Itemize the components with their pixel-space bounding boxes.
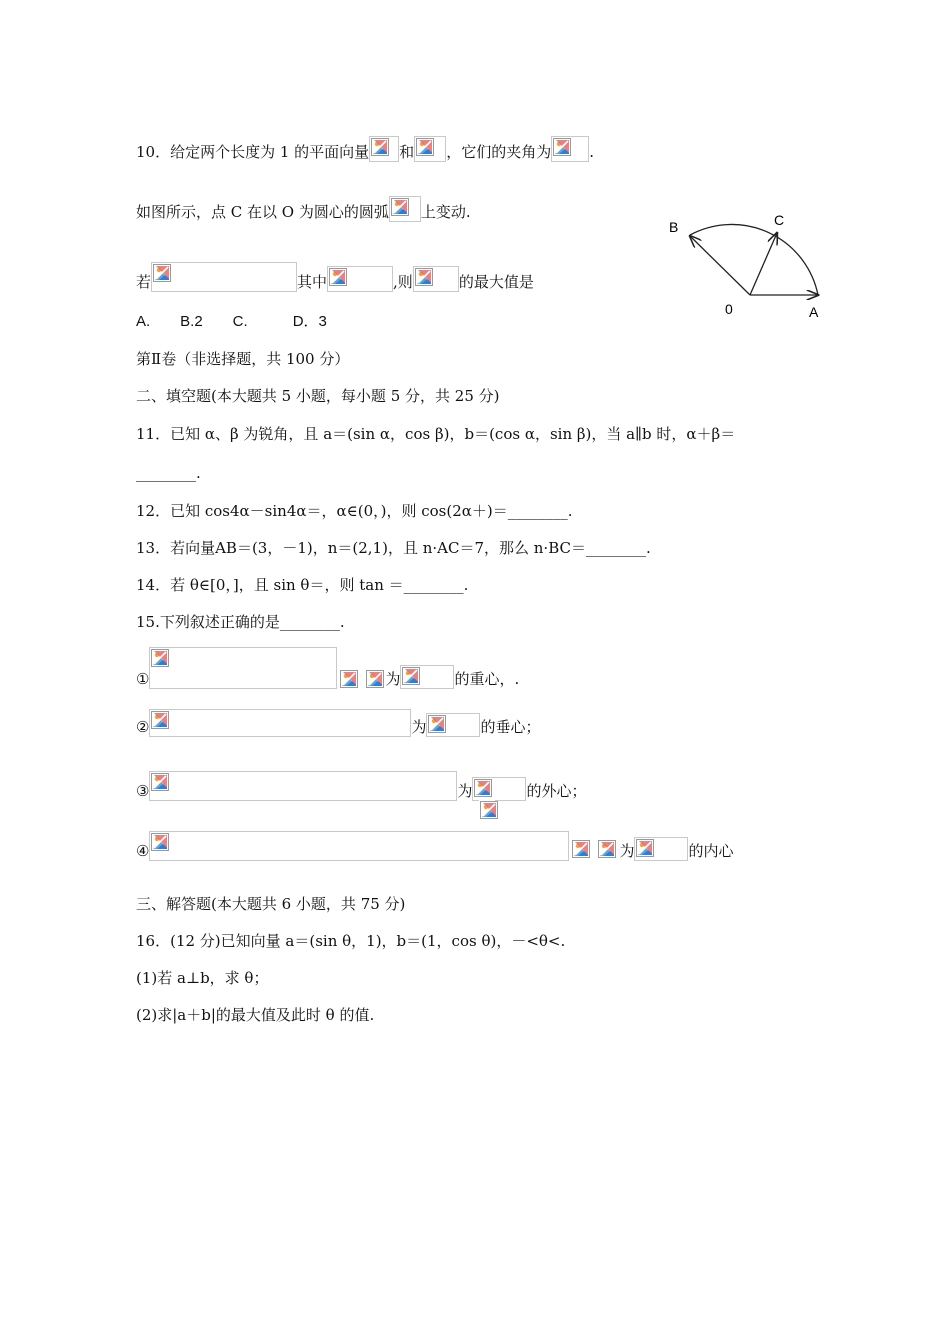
section2-title: 第Ⅱ卷（非选择题，共 100 分） bbox=[136, 350, 350, 368]
q15: 15.下列叙述正确的是________. bbox=[136, 613, 345, 631]
broken-image-icon bbox=[414, 136, 446, 162]
item-number: ④ bbox=[136, 842, 150, 860]
q10-text: ,则 bbox=[393, 273, 413, 291]
item-number: ② bbox=[136, 718, 150, 736]
broken-image-icon bbox=[151, 262, 297, 292]
broken-image-icon bbox=[571, 839, 593, 861]
q10-text: 的最大值是 bbox=[458, 273, 534, 291]
item-text: 为 bbox=[457, 782, 473, 800]
item-text: 为 bbox=[411, 718, 427, 736]
q11-blank: ________. bbox=[136, 464, 201, 482]
q16-part-1: (1)若 a⊥b，求 θ； bbox=[136, 969, 269, 987]
q10-options: A. B.2 C. D．3 bbox=[136, 313, 327, 330]
broken-image-icon bbox=[634, 837, 688, 861]
q14: 14．若 θ∈[0，]，且 sin θ＝，则 tan ＝________. bbox=[136, 576, 469, 594]
q10-text: ，它们的夹角为 bbox=[446, 143, 552, 161]
q16: 16．(12 分)已知向量 a＝(sin θ，1)，b＝(1，cos θ)，－<θ<. bbox=[136, 932, 566, 950]
q15-item-4 bbox=[136, 831, 733, 861]
broken-image-icon bbox=[149, 831, 569, 861]
broken-image-icon bbox=[400, 665, 454, 689]
item-text: 的垂心； bbox=[480, 718, 541, 736]
label-a: A bbox=[809, 304, 819, 320]
broken-image-icon bbox=[327, 266, 393, 292]
arc-diagram bbox=[663, 208, 833, 328]
item-number: ③ bbox=[136, 782, 150, 800]
broken-image-icon bbox=[472, 777, 526, 801]
q11: 11．已知 α、β 为锐角，且 a＝(sin α，cos β)，b＝(cos α，sin β)，当 a∥b 时，α＋β＝ bbox=[136, 425, 736, 443]
broken-image-icon bbox=[479, 800, 495, 822]
q10-text: . bbox=[589, 143, 594, 161]
item-number: ① bbox=[136, 670, 150, 688]
label-b: B bbox=[669, 219, 679, 235]
item-text: 的内心 bbox=[688, 842, 734, 860]
label-c: C bbox=[774, 212, 785, 228]
q12: 12．已知 cos4α－sin4α＝，α∈(0，)，则 cos(2α＋)＝________. bbox=[136, 502, 573, 520]
broken-image-icon bbox=[339, 669, 359, 689]
broken-image-icon bbox=[149, 647, 337, 689]
section2-subtitle: 二、填空题(本大题共 5 小题，每小题 5 分，共 25 分) bbox=[136, 387, 500, 405]
q13: 13．若向量AB＝(3，－1)，n＝(2,1)，且 n·AC＝7，那么 n·BC＝________. bbox=[136, 539, 651, 557]
q10-text: 和 bbox=[399, 143, 415, 161]
q10-text: 上变动. bbox=[420, 203, 471, 221]
broken-image-icon bbox=[149, 709, 411, 737]
broken-image-icon bbox=[149, 771, 457, 801]
q10-text: 若 bbox=[136, 273, 152, 291]
q10-text: 其中 bbox=[297, 273, 328, 291]
q15-item-3 bbox=[136, 771, 586, 801]
broken-image-icon bbox=[369, 136, 399, 162]
q10-text: 10．给定两个长度为 1 的平面向量 bbox=[136, 143, 370, 161]
item-text: 为 bbox=[385, 670, 401, 688]
broken-image-icon bbox=[365, 669, 385, 689]
item-text: 为 bbox=[619, 842, 635, 860]
item-text: 的重心，. bbox=[454, 670, 520, 688]
q10-line-2 bbox=[136, 196, 471, 222]
broken-image-icon bbox=[389, 196, 421, 222]
q15-item-1 bbox=[136, 647, 519, 689]
q16-part-2: (2)求|a＋b|的最大值及此时 θ 的值. bbox=[136, 1006, 375, 1024]
q10-text: 如图所示，点 C 在以 O 为圆心的圆弧 bbox=[136, 203, 389, 221]
label-o: 0 bbox=[725, 301, 733, 317]
q10-line-1 bbox=[136, 136, 594, 162]
broken-image-icon bbox=[597, 839, 619, 861]
section3-title: 三、解答题(本大题共 6 小题，共 75 分) bbox=[136, 895, 406, 913]
item-text: 的外心； bbox=[526, 782, 587, 800]
broken-image-icon bbox=[413, 266, 459, 292]
broken-image-icon bbox=[426, 713, 480, 737]
q15-item-2 bbox=[136, 709, 540, 737]
broken-image-icon bbox=[551, 136, 589, 162]
vector-oc bbox=[750, 233, 777, 295]
vector-ob bbox=[690, 236, 750, 295]
q10-line-3 bbox=[136, 262, 534, 292]
